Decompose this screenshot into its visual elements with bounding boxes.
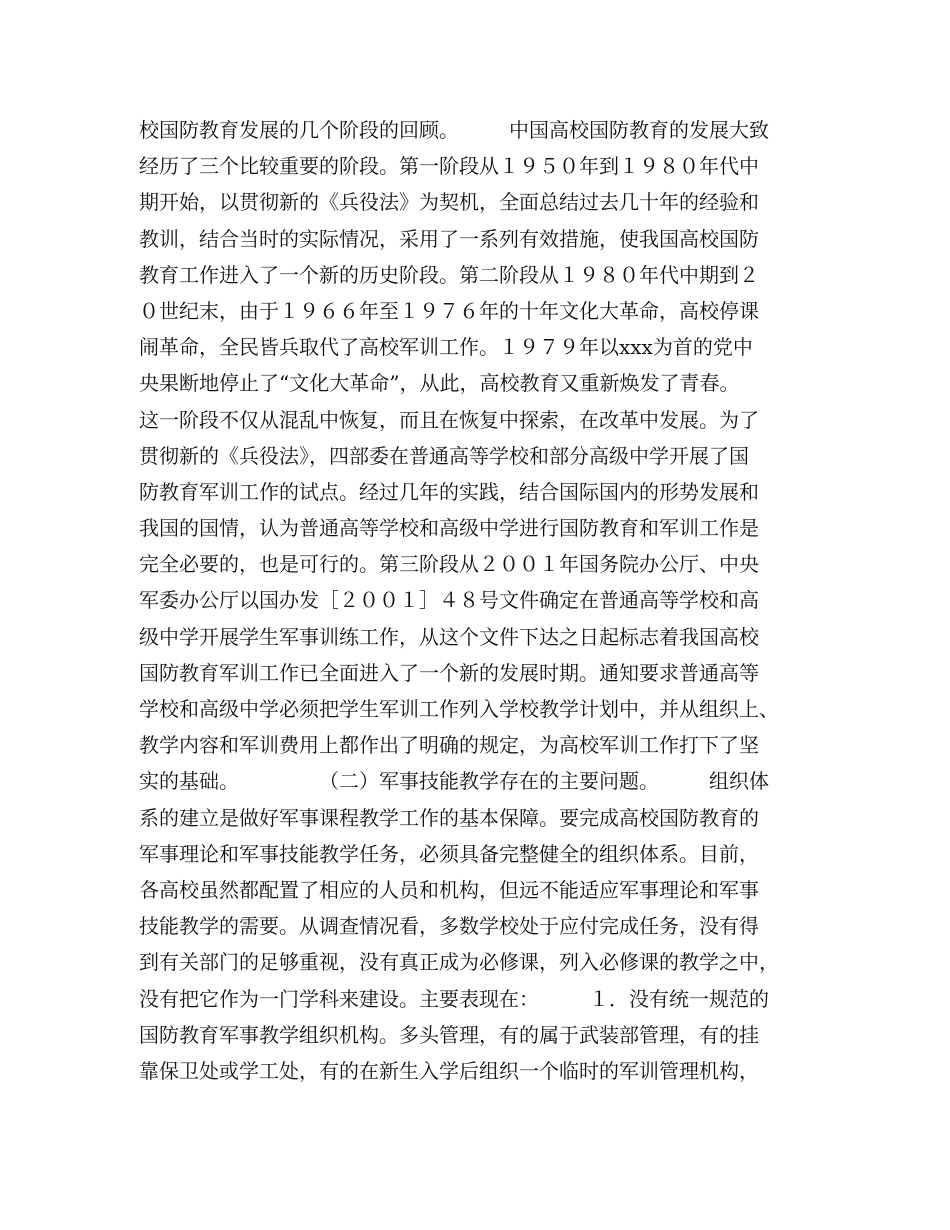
text-line: 各高校虽然都配置了相应的人员和机构，但远不能适应军事理论和军事 [139,877,759,902]
text-line: 期开始，以贯彻新的《兵役法》为契机，全面总结过去几十年的经验和 [139,190,759,215]
text-line: 实的基础。 （二）军事技能教学存在的主要问题。 组织体 [139,769,769,794]
text-line: 完全必要的，也是可行的。第三阶段从２００１年国务院办公厅、中央 [139,552,759,577]
text-line: 经历了三个比较重要的阶段。第一阶段从１９５０年到１９８０年代中 [139,154,759,179]
text-line: 教训，结合当时的实际情况，采用了一系列有效措施，使我国高校国防 [139,226,759,251]
text-line: 系的建立是做好军事课程教学工作的基本保障。要完成高校国防教育的 [139,805,759,830]
text-line: 国防教育军训工作已全面进入了一个新的发展时期。通知要求普通高等 [139,660,759,685]
text-line: 这一阶段不仅从混乱中恢复，而且在恢复中探索，在改革中发展。为了 [139,407,759,432]
text-line: 靠保卫处或学工处，有的在新生入学后组织一个临时的军训管理机构， [139,1058,759,1083]
text-line: 贯彻新的《兵役法》，四部委在普通高等学校和部分高级中学开展了国 [139,443,749,468]
text-line: 军事理论和军事技能教学任务，必须具备完整健全的组织体系。目前， [139,841,759,866]
text-line: 技能教学的需要。从调查情况看，多数学校处于应付完成任务，没有得 [139,914,759,939]
text-line: 央果断地停止了“文化大革命”，从此，高校教育又重新焕发了青春。 [139,371,740,396]
text-line: 到有关部门的足够重视，没有真正成为必修课，列入必修课的教学之中， [139,950,779,975]
text-line: 军委办公厅以国办发［２００１］４８号文件确定在普通高等学校和高 [139,588,759,613]
text-line: 防教育军训工作的试点。经过几年的实践，结合国际国内的形势发展和 [139,479,759,504]
text-line: 学校和高级中学必须把学生军训工作列入学校教学计划中，并从组织上、 [139,697,779,721]
text-line: 教育工作进入了一个新的历史阶段。第二阶段从１９８０年代中期到２ [139,262,759,287]
text-line: 级中学开展学生军事训练工作，从这个文件下达之日起标志着我国高校 [139,624,759,649]
text-line: 我国的国情，认为普通高等学校和高级中学进行国防教育和军训工作是 [139,516,759,541]
text-line: 闹革命，全民皆兵取代了高校军训工作。１９７９年以xxx为首的党中 [139,335,753,360]
text-line: ０世纪末，由于１９６６年至１９７６年的十年文化大革命，高校停课 [139,298,759,323]
text-line: 国防教育军事教学组织机构。多头管理，有的属于武装部管理，有的挂 [139,1022,759,1047]
text-line: 没有把它作为一门学科来建设。主要表现在： １．没有统一规范的 [139,986,769,1011]
text-line: 校国防教育发展的几个阶段的回顾。 中国高校国防教育的发展大致 [139,118,769,142]
text-line: 教学内容和军训费用上都作出了明确的规定，为高校军训工作打下了坚 [139,733,759,758]
body-text [139,112,829,1089]
